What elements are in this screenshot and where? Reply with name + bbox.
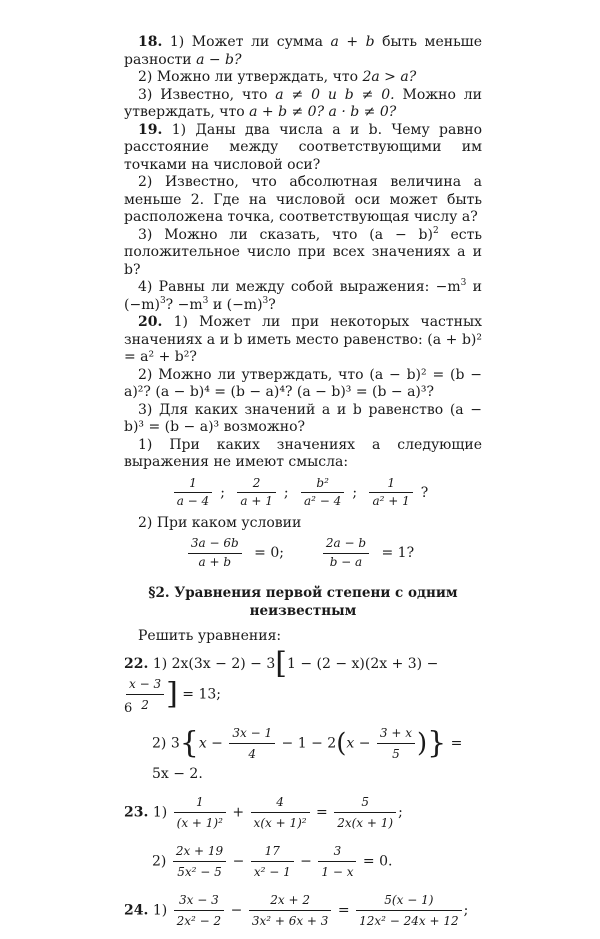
fraction: $\frac{1}{a - 4}$ — [174, 475, 212, 511]
problem-20-q1: 20. 1) Может ли при некоторых частных значениях a и b иметь место равенство: (a + b)² = a² + b²? — [124, 314, 482, 365]
problem-19-q4: 4) Равны ли между собой выражения: $-m^3$ и $(-m)^3$? $-m^3$ и $(-m)^3$? — [124, 278, 483, 313]
fraction: $\frac{3x - 1}{4}$ — [229, 723, 275, 764]
fraction: $\frac{4}{\text{x(x + 1)²}}$ — [251, 792, 310, 833]
section-intro: Решить уравнения: — [138, 628, 282, 644]
problem-19-q3: 3) Можно ли сказать, что $(a - b)^2$ есть положительное число при всех значениях a и b? — [124, 225, 483, 278]
problem-number: 18. — [138, 34, 163, 50]
problem-24-eq1: 24. 1) $\frac{3x - 3}{\text{2x² − 2}}$ − $\frac{2x + 2}{\text{3x² + 6x + 3}}$ = $\frac{5(x - 1)}{\text{12x² − 24x + 12}}$ ; — [124, 890, 482, 931]
problem-18-q2: 2) Можно ли утверждать, что 2a > a? — [138, 69, 417, 85]
fraction: $\frac{5(x - 1)}{\text{12x² − 24x + 12}}$ — [356, 890, 462, 931]
problem-number: 22. — [124, 655, 149, 672]
fraction: $\frac{3 + x}{5}$ — [377, 723, 415, 764]
fraction: $\frac{3a - 6b}{a + b}$ — [188, 535, 242, 571]
problem-18-q3: 3) Известно, что a ≠ 0 и b ≠ 0. Можно ли утверждать, что a + b ≠ 0? a · b ≠ 0? — [124, 86, 483, 120]
page-number: 6 — [124, 701, 133, 716]
problem-23-eq1: 23. 1) $\frac{1}{\text{(x + 1)²}}$ + $\frac{4}{\text{x(x + 1)²}}$ = $\frac{5}{2x(x + 1)}$ ; — [124, 792, 482, 833]
problem-19-q1: 19. 1) Даны два числа a и b. Чему равно расстояние между соответствующими им точками на числовой оси? — [124, 121, 483, 173]
problem-number: 23. — [124, 804, 149, 820]
fraction: $\frac{3}{1 - x}$ — [318, 841, 356, 882]
page-content — [124, 34, 482, 939]
problem-22-eq2: 2) 3{x − $\frac{3x - 1}{4}$ − 1 − 2(x − $\frac{3 + x}{5}$ )} = 5x − 2. — [124, 723, 482, 784]
problem-18-q1: 18. 1) Может ли сумма a + b быть меньше разности a − b? — [124, 34, 482, 68]
fraction: $\frac{17}{\text{x² − 1}}$ — [251, 841, 294, 882]
problem-23-eq2: 2) $\frac{2x + 19}{\text{5x² − 5}}$ − $\frac{17}{\text{x² − 1}}$ − $\frac{3}{1 - x}$ = 0. — [124, 841, 482, 882]
problem-number: 20. — [138, 314, 163, 330]
fraction: $\frac{5}{2x(x + 1)}$ — [334, 792, 396, 833]
undefined-expressions: $\frac{1}{a - 4}$ ; $\frac{2}{a + 1}$ ; $\frac{\text{b²}}{\text{a² − 4}}$ ; $\frac{1}{\text{a² + 1}}$ ? — [124, 475, 482, 511]
problem-21-q2: 2) При каком условии — [138, 514, 302, 531]
fraction: $\frac{2a - b}{b - a}$ — [323, 535, 369, 571]
fraction: $\frac{1}{\text{a² + 1}}$ — [369, 475, 412, 511]
problem-21-q1: 1) При каких значениях a следующие выражения не имеют смысла: — [124, 436, 482, 470]
fraction: $\frac{2x + 19}{\text{5x² − 5}}$ — [173, 841, 226, 882]
fraction: $\frac{\text{b²}}{\text{a² − 4}}$ — [301, 475, 344, 511]
fraction: $\frac{1}{\text{(x + 1)²}}$ — [174, 792, 226, 833]
conditions: $\frac{3a - 6b}{a + b}$ = 0; $\frac{2a - b}{b - a}$ = 1? — [124, 535, 482, 571]
fraction: $\frac{2}{a + 1}$ — [237, 475, 275, 511]
problem-20-q2: 2) Можно ли утверждать, что (a − b)² = (b − a)²? (a − b)⁴ = (b − a)⁴? (a − b)³ = (b − a)³? — [124, 366, 482, 400]
section-heading: §2. Уравнения первой степени с одним неизвестным — [148, 585, 458, 619]
fraction: $\frac{3x - 3}{\text{2x² − 2}}$ — [174, 890, 225, 931]
problem-number: 24. — [124, 902, 149, 918]
problem-20-q3: 3) Для каких значений a и b равенство (a − b)³ = (b − a)³ возможно? — [124, 401, 482, 435]
problem-19-q2: 2) Известно, что абсолютная величина a меньше 2. Где на числовой оси может быть расположена точка, соответствующая числу a? — [124, 174, 482, 225]
problem-22-eq1: 22. 1) 2x(3x − 2) − 3[1 − (2 − x)(2x + 3) − $\frac{x - 3}{2}$ ] = 13; — [124, 654, 482, 715]
problem-number: 19. — [138, 121, 163, 138]
fraction: $\frac{2x + 2}{\text{3x² + 6x + 3}}$ — [249, 890, 332, 931]
fraction: $\frac{x - 3}{2}$ — [126, 674, 164, 715]
